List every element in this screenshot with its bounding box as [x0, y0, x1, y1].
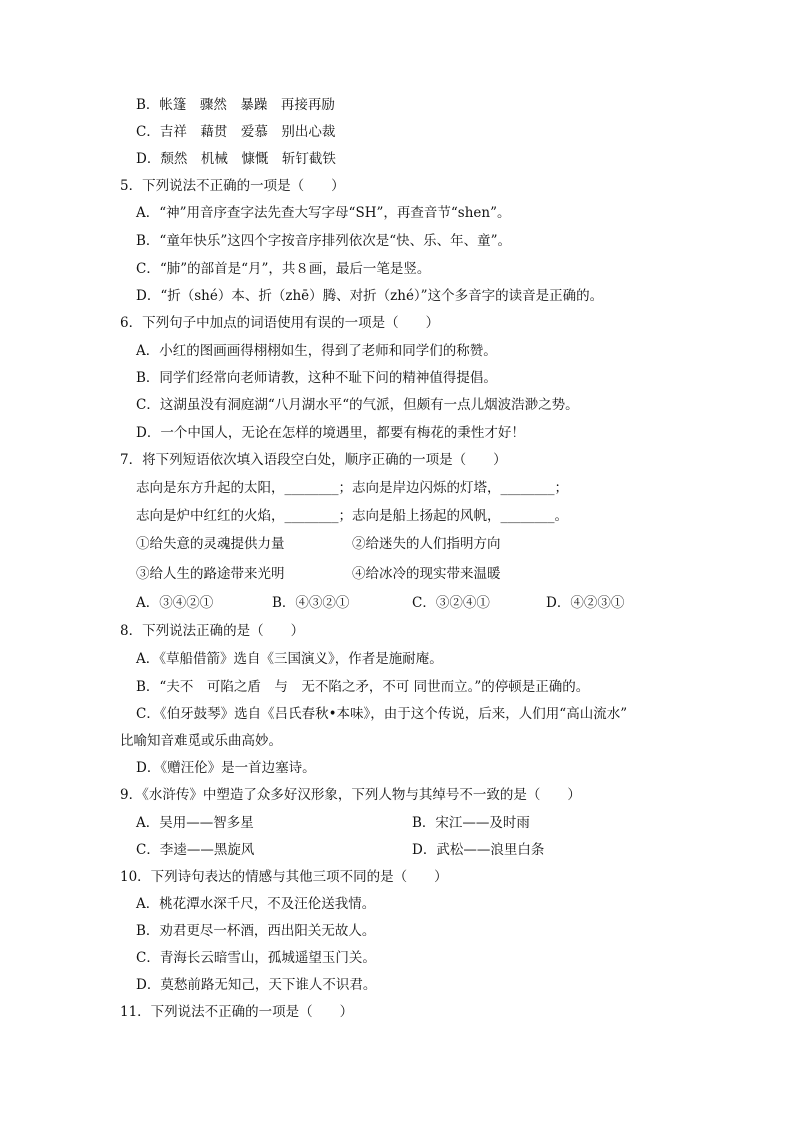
question-7-phrase-1: ①给失意的灵魂提供力量	[136, 536, 285, 552]
question-8-option-c-cont: 比喻知音难觅或乐曲高妙。	[120, 733, 282, 749]
question-7-option-d: D．④②③①	[546, 595, 625, 611]
question-8-option-c: C．《伯牙鼓琴》选自《吕氏春秋•本味》，由于这个传说，后来，人们用“高山流水”	[136, 706, 628, 722]
question-5-option-c: C．“肺”的部首是“月”，共８画，最后一笔是竖。	[136, 261, 431, 277]
question-7-phrase-3: ③给人生的路途带来光明	[136, 566, 285, 582]
question-10-option-c: C．青海长云暗雪山，孤城遥望玉门关。	[136, 950, 376, 966]
question-7-passage-line-2: 志向是炉中红红的火焰，________；志向是船上扬起的风帆，________。	[136, 508, 568, 524]
question-7-option-c: C．③②④①	[412, 595, 490, 611]
question-7-stem: 7．将下列短语依次填入语段空白处，顺序正确的一项是（ ）	[120, 452, 507, 468]
question-5-option-a: A．“神”用音序查字法先查大写字母“SH”，再查音节“shen”。	[136, 205, 511, 221]
question-9-option-a: A．吴用——智多星	[136, 815, 254, 831]
question-5-option-d: D．“折（shé）本、折（zhē）腾、对折（zhé）”这个多音字的读音是正确的。	[136, 288, 604, 304]
option-b-prev: B．帐篷 骤然 暴躁 再接再励	[136, 97, 335, 113]
question-9-option-d: D．武松——浪里白条	[412, 842, 545, 858]
question-8-option-b: B．“夫不 可陷之盾 与 无不陷之矛，不可 同世而立。”的停顿是正确的。	[136, 679, 590, 695]
question-7-phrase-2: ②给迷失的人们指明方向	[352, 536, 501, 552]
question-9-option-c: C．李逵——黑旋风	[136, 842, 255, 858]
question-5-stem: 5．下列说法不正确的一项是（ ）	[120, 178, 345, 194]
question-6-option-d: D．一个中国人，无论在怎样的境遇里，都要有梅花的秉性才好！	[136, 425, 525, 441]
question-8-option-a: A．《草船借箭》选自《三国演义》，作者是施耐庵。	[136, 651, 443, 667]
question-9-option-b: B．宋江——及时雨	[412, 815, 530, 831]
question-10-option-d: D．莫愁前路无知己，天下谁人不识君。	[136, 977, 377, 993]
question-6-option-b: B．同学们经常向老师请教，这种不耻下问的精神值得提倡。	[136, 370, 497, 386]
question-9-stem: 9．《水浒传》中塑造了众多好汉形象，下列人物与其绰号不一致的是（ ）	[120, 787, 581, 803]
question-10-option-a: A．桃花潭水深千尺，不及汪伦送我情。	[136, 896, 376, 912]
question-7-passage-line-1: 志向是东方升起的太阳，________；志向是岸边闪烁的灯塔，________；	[136, 480, 568, 496]
question-7-phrase-4: ④给冰冷的现实带来温暖	[352, 566, 501, 582]
question-7-option-a: A．③④②①	[136, 595, 214, 611]
question-6-option-a: A．小红的图画画得栩栩如生，得到了老师和同学们的称赞。	[136, 343, 497, 359]
question-10-option-b: B．劝君更尽一杯酒，西出阳关无故人。	[136, 923, 376, 939]
question-5-option-b: B．“童年快乐”这四个字按音序排列依次是“快、乐、年、童”。	[136, 233, 512, 249]
question-10-stem: 10．下列诗句表达的情感与其他三项不同的是（ ）	[120, 869, 448, 885]
question-6-option-c: C．这湖虽没有洞庭湖“八月湖水平“的气派，但颇有一点儿烟波浩渺之势。	[136, 397, 579, 413]
question-6-stem: 6．下列句子中加点的词语使用有误的一项是（ ）	[120, 315, 440, 331]
option-d-prev: D．颓然 机械 慷慨 斩钉截铁	[136, 151, 336, 167]
option-c-prev: C．吉祥 藉贯 爱慕 别出心裁	[136, 124, 336, 140]
question-11-stem: 11．下列说法不正确的一项是（ ）	[120, 1004, 354, 1020]
question-8-option-d: D．《赠汪伦》是一首边塞诗。	[136, 760, 316, 776]
question-7-option-b: B．④③②①	[272, 595, 350, 611]
question-8-stem: 8．下列说法正确的是（ ）	[120, 623, 305, 639]
